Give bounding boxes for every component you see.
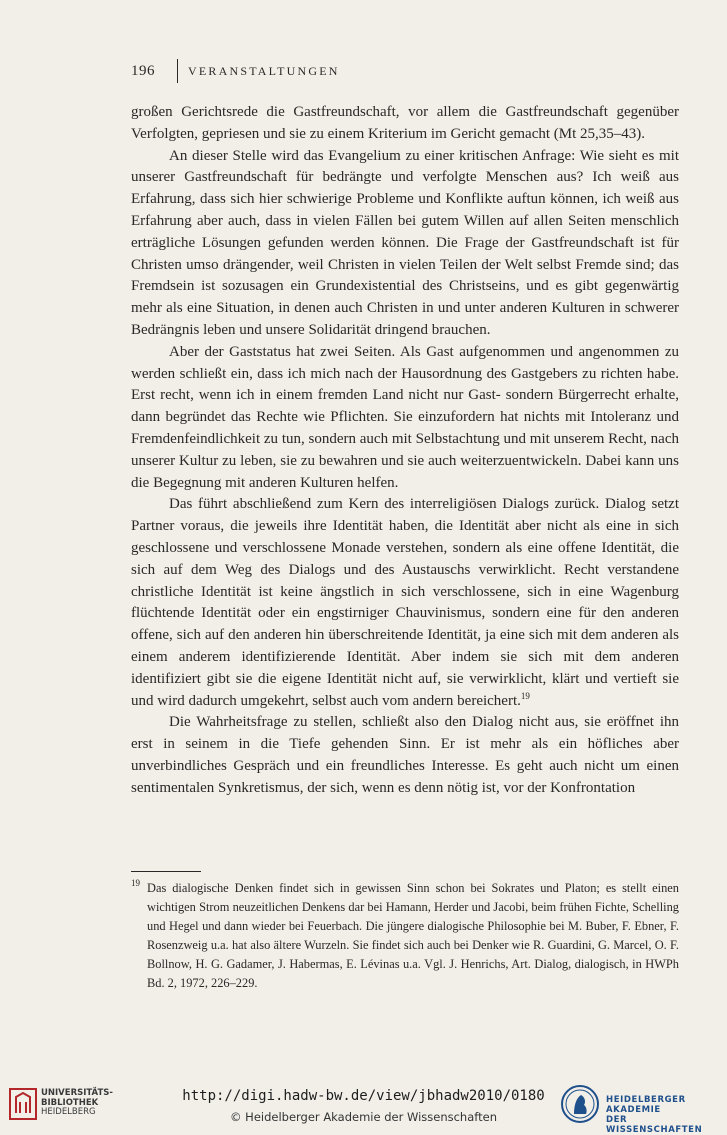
footnote-number: 19 <box>131 878 140 888</box>
academy-name[interactable]: HEIDELBERGER AKADEMIE DER WISSENSCHAFTEN <box>606 1095 703 1135</box>
university-library-name[interactable]: UNIVERSITÄTS- BIBLIOTHEK HEIDELBERG <box>41 1088 113 1117</box>
academy-seal-icon[interactable] <box>560 1084 600 1124</box>
footnote-text: Das dialogische Denken findet sich in gewissen Sinn schon bei Sokrates und Platon; es stellt einen wichtigen Strom neuzeitlichen Denkens dar bei Hamann, Herder und Jacobi, beim frühen Fichte, Schelling und Hegel und dann wieder bei Feuerbach. Die jüngere dialogische Philosophie bei M. Buber, F. Ebner, F. Rosenzweig u.a. hat also ältere Wurzeln. Sie findet sich auch bei Denker wie R. Guardini, G. Marcel, O. F. Bollnow, H. G. Gadamer, J. Habermas, E. Lévinas u.a. Vgl. J. Henrichs, Art. Dialog, dialogisch, in HWPh Bd. 2, 1972, 226–229. <box>147 881 679 991</box>
paragraph-5: Die Wahrheitsfrage zu stellen, schließt also den Dialog nicht aus, sie eröffnet ihn erst in seinem in die Tiefe gehenden Sinn. Er ist mehr als ein höfliches aber unverbindliches Gespräch und ein freundliches Interesse. Es geht auch nicht um einen sentimentalen Synkretismus, der sich, wenn es denn nötig ist, vor der Konfrontation <box>131 714 679 796</box>
copyright-notice: © Heidelberger Akademie der Wissenschaften <box>230 1110 497 1124</box>
running-head <box>131 60 340 82</box>
footnote-reference[interactable]: 19 <box>520 690 530 701</box>
main-text <box>131 102 679 800</box>
paragraph-4 <box>131 494 679 712</box>
paragraph-1: großen Gerichtsrede die Gastfreundschaft, vor allem die Gastfreundschaft gegenüber Verfolgten, gepriesen und sie zu einem Kriterium im Gericht gemacht (Mt 25,35–43). <box>131 104 679 142</box>
permalink-url[interactable]: http://digi.hadw-bw.de/view/jbhadw2010/0180 <box>182 1088 545 1104</box>
footnote-divider <box>131 871 201 872</box>
digitization-footer <box>0 1082 727 1135</box>
paragraph-2: An dieser Stelle wird das Evangelium zu einer kritischen Anfrage: Wie sieht es mit unserer Gastfreundschaft für bedrängte und verfolgte Menschen aus? Ich weiß aus Erfahrung, dass sich hier schwierige Probleme und Konflikte auftun können, ich weiß aus Erfahrung aber auch, dass in vielen Fällen bei gutem Willen auf allen Seiten menschlich erträgliche Lösungen gefunden werden können. Die Frage der Gastfreundschaft ist für Christen umso drängender, weil Christen in vielen Teilen der Welt selbst Fremde sind; das Fremdsein ist sozusagen ein Grundexistential des Christseins, und es gibt gegenwärtig mehr als eine Situation, in denen auch Christen in und unter anderen Kulturen in schwerer Bedrängnis leben und unsere Solidarität dringend brauchen. <box>131 147 679 338</box>
header-divider <box>177 59 178 83</box>
running-title: VERANSTALTUNGEN <box>188 63 340 78</box>
page-number: 196 <box>131 62 155 79</box>
footnote <box>131 879 679 994</box>
paragraph-3: Aber der Gaststatus hat zwei Seiten. Als Gast aufgenommen und angenommen zu werden schließt ein, dass ich mich nach der Hausordnung des Gastgebers zu richten habe. Erst recht, wenn ich in einem fremden Land nicht nur Gast- sondern Bürgerrecht erhalte, dann begründet das Rechte wie Pflichten. Sie einzufordern hat nichts mit Intoleranz und Fremdenfeindlichkeit zu tun, sondern auch mit Selbstachtung und mit unserem Recht, nach unserer Kultur zu leben, sie zu bewahren und sie auch weiterzuentwickeln. Dabei kann uns die Begegnung mit anderen Kulturen helfen. <box>131 343 679 491</box>
paragraph-4-text: Das führt abschließend zum Kern des interreligiösen Dialogs zurück. Dialog setzt Partner voraus, die jeweils ihre Identität haben, die Identität aber nicht als eine in sich geschlossene und verschlossene Monade verstehen, sondern als eine offene Identität, die sich auf dem Weg des Dialogs und des Austauschs verwirklicht. Recht verstandene christliche Identität ist keine ängstlich in sich verschlossene, sich in eine Wagenburg flüchtende Identität oder ein engstirniger Chauvinismus, sondern eine für den anderen offene, sich auf den anderen hin überschreitende Identität, ja eine sich mit dem anderen als einem anderem identifizierende Identität. Aber indem sie sich mit dem anderen identifiziert gibt sie die eigene Identität nicht auf, sie verwirklicht, klärt und vertieft sie und wird dadurch umgekehrt, selbst auch vom andern bereichert. <box>131 496 679 709</box>
